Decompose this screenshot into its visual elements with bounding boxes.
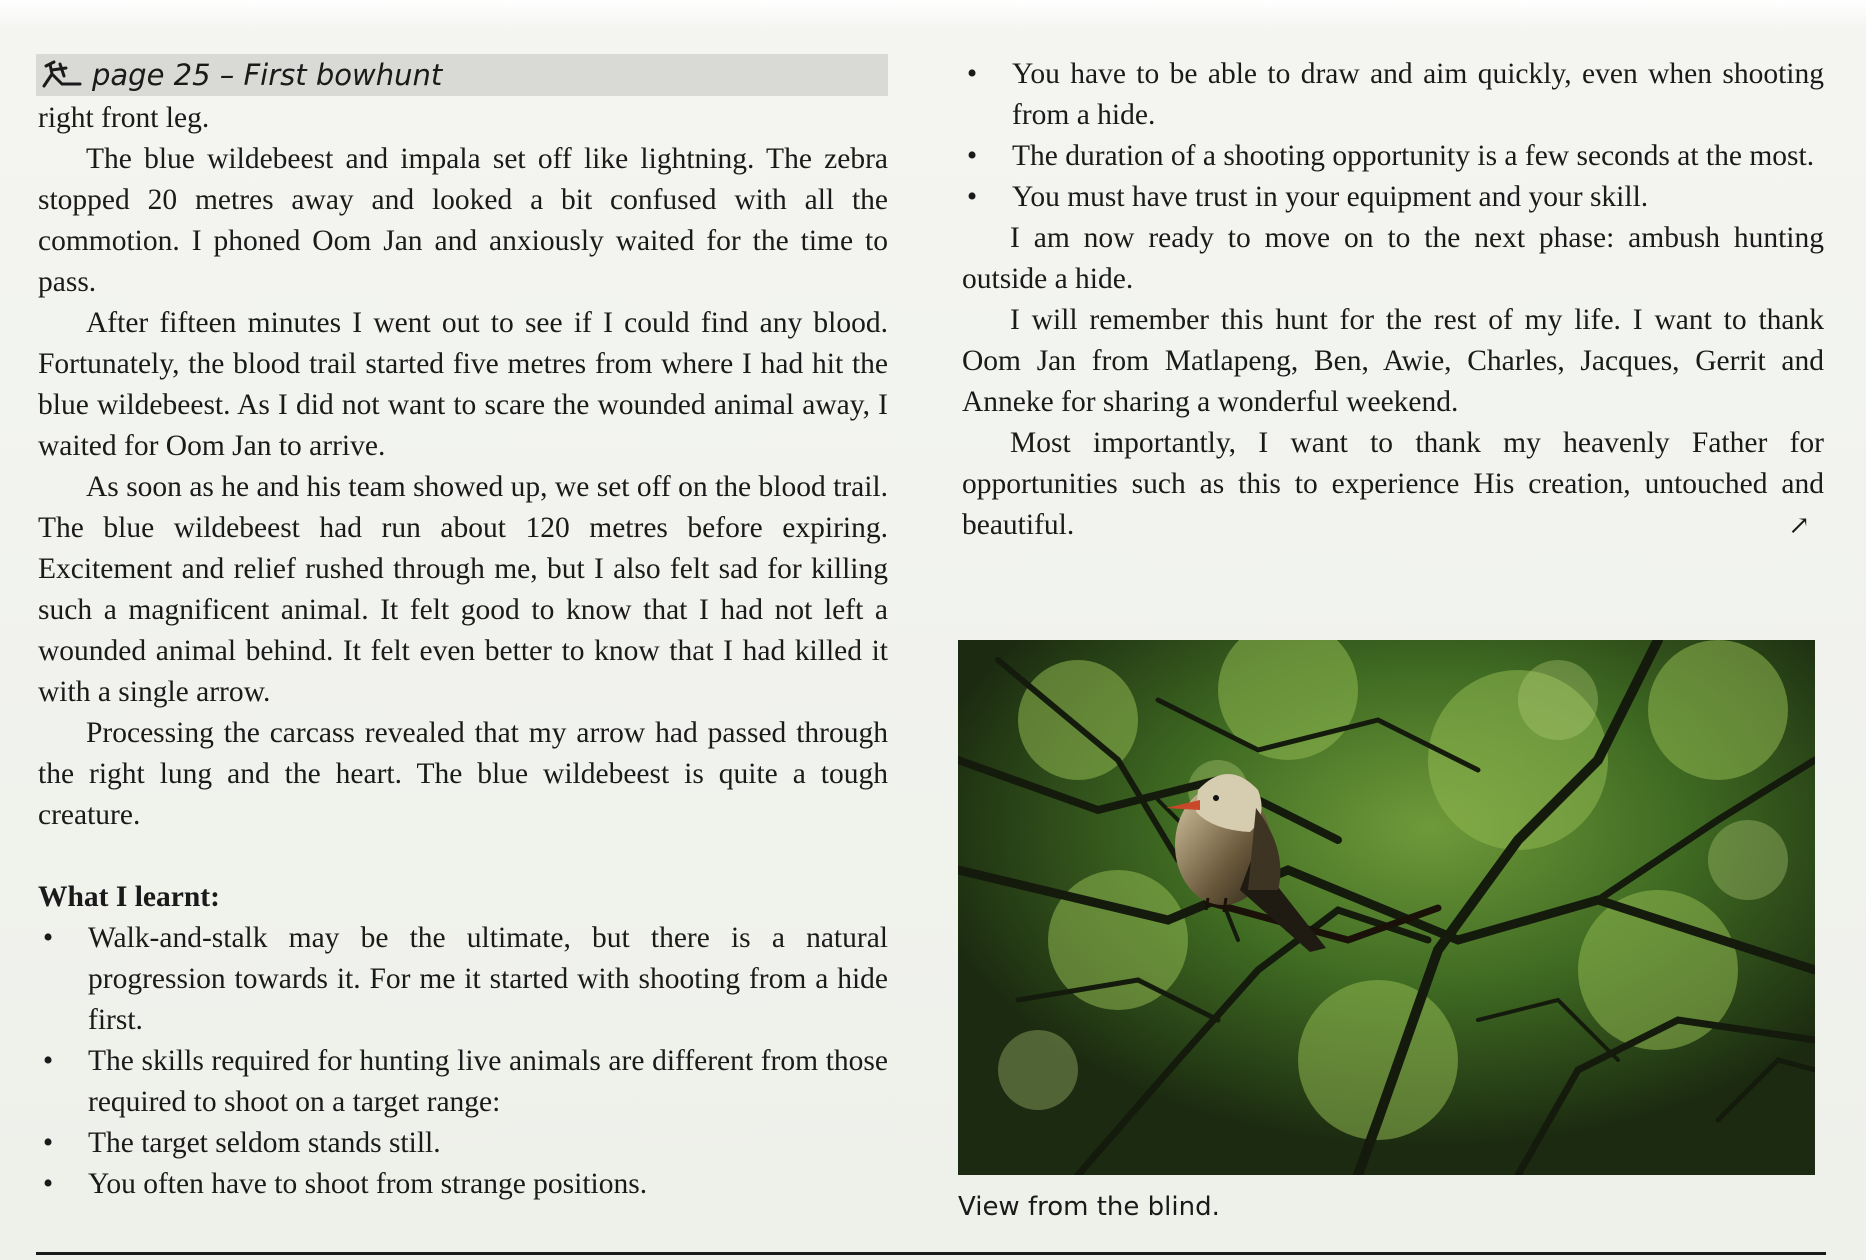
- bullet-icon: •: [42, 922, 54, 954]
- paragraph: I am now ready to move on to the next phase: ambush hunting outside a hide.: [962, 222, 1824, 295]
- list-item-text: The skills required for hunting live animals are different from those required to shoot on a target range:: [88, 1045, 888, 1118]
- list-item: [38, 1123, 888, 1164]
- bullet-icon: •: [42, 1045, 54, 1077]
- paragraph: I will remember this hunt for the rest of my life. I want to thank Oom Jan from Matlapeng, Ben, Awie, Charles, Jacques, Gerrit and Anneke for sharing a wonderful weekend.: [962, 304, 1824, 418]
- paragraph: right front leg.: [38, 102, 210, 134]
- list-item-text: The duration of a shooting opportunity is a few seconds at the most.: [1012, 140, 1815, 172]
- learnings-list: [38, 918, 888, 1205]
- paragraph: After fifteen minutes I went out to see if I could find any blood. Fortunately, the blood trail started five metres from where I had hit the blue wildebeest. As I did not want to scare the wounded animal away, I waited for Oom Jan to arrive.: [38, 307, 888, 462]
- photo-caption: View from the blind.: [958, 1192, 1220, 1222]
- paragraph: Processing the carcass revealed that my arrow had passed through the right lung and the heart. The blue wildebeest is quite a tough creature.: [38, 717, 888, 831]
- bullet-icon: •: [966, 58, 978, 90]
- bird-photo-illustration: [958, 640, 1815, 1175]
- list-item: [38, 1164, 888, 1205]
- paragraph: [962, 423, 1824, 546]
- end-of-article-icon: ↗: [1788, 511, 1810, 540]
- running-head: [36, 54, 888, 96]
- list-item-text: Walk-and-stalk may be the ultimate, but there is a natural progression towards it. For me it started with shooting from a hide first.: [88, 922, 888, 1036]
- list-item-text: You often have to shoot from strange positions.: [88, 1168, 648, 1200]
- right-column: [962, 54, 1824, 546]
- photo-bird-in-tree: [958, 640, 1815, 1175]
- section-heading: What I learnt:: [38, 881, 220, 913]
- bullet-icon: •: [42, 1168, 54, 1200]
- list-item-text: You have to be able to draw and aim quickly, even when shooting from a hide.: [1012, 58, 1824, 131]
- bottom-rule: [36, 1252, 1826, 1255]
- list-item-text: You must have trust in your equipment and your skill.: [1012, 181, 1649, 213]
- running-title: page 25 – First bowhunt: [92, 58, 443, 92]
- learnings-list-continued: [962, 54, 1824, 218]
- list-item: [962, 136, 1824, 177]
- paragraph-text: Most importantly, I want to thank my heavenly Father for opportunities such as this to experience His creation, untouched and beautiful.: [962, 427, 1824, 541]
- archer-icon: [40, 58, 88, 92]
- paragraph: As soon as he and his team showed up, we set off on the blood trail. The blue wildebeest had run about 120 metres before expiring. Excitement and relief rushed through me, but I also felt sad for killing such a magnificent animal. It felt good to know that I had not left a wounded animal behind. It felt even better to know that I had killed it with a single arrow.: [38, 471, 888, 708]
- list-item: [38, 1041, 888, 1123]
- bullet-icon: •: [966, 140, 978, 172]
- list-item: [962, 54, 1824, 136]
- list-item: [962, 177, 1824, 218]
- list-item-text: The target seldom stands still.: [88, 1127, 441, 1159]
- list-item: [38, 918, 888, 1041]
- bullet-icon: •: [966, 181, 978, 213]
- paragraph: The blue wildebeest and impala set off like lightning. The zebra stopped 20 metres away and looked a bit confused with all the commotion. I phoned Oom Jan and anxiously waited for the time to pass.: [38, 143, 888, 298]
- bullet-icon: •: [42, 1127, 54, 1159]
- left-column: [38, 98, 888, 1205]
